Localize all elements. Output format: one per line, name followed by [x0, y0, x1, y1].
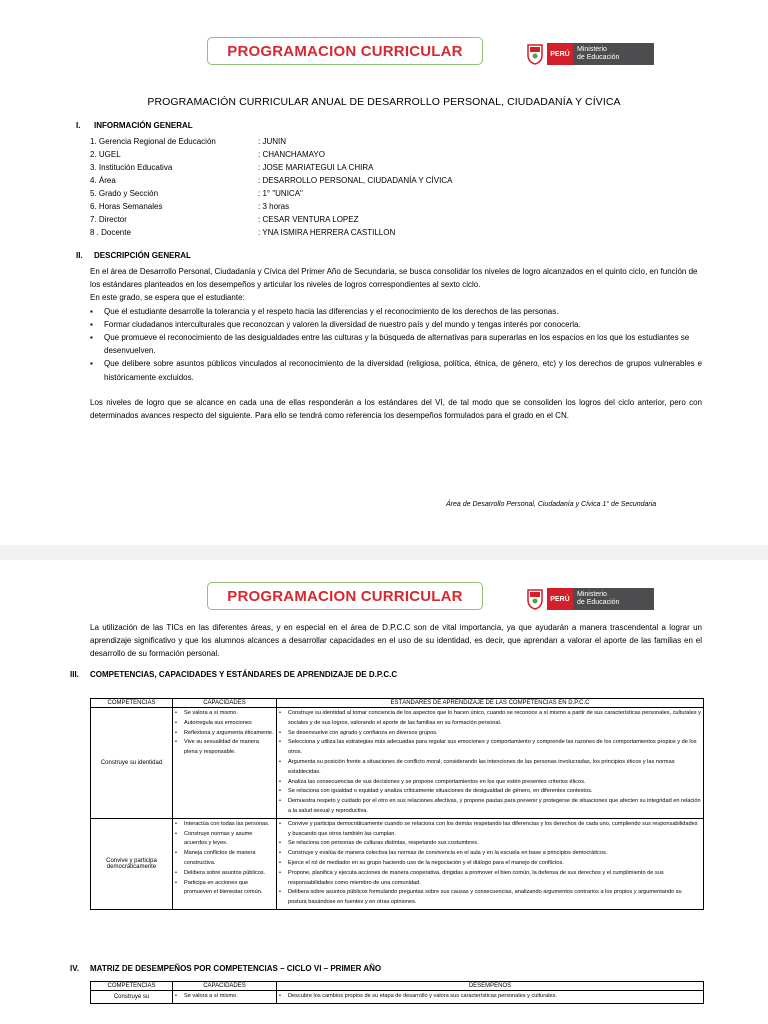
list-item: ▪ Que delibere sobre asuntos públicos vinculados al reconocimiento de la diversidad (religiosa, política, étnica, de género, etc) y los derechos de grupos vulnerables e históricamente excluidos. [90, 359, 702, 382]
logo-peru-label: PERÚ [547, 588, 573, 610]
table-header-row [91, 699, 704, 708]
table-row [91, 818, 704, 909]
table-header: CAPACIDADES [173, 982, 277, 991]
info-row: 3. Institución Educativa : JOSE MARIATEGUI LA CHIRA [90, 163, 374, 172]
list-item: ▪ Que el estudiante desarrolle la tolerancia y el respeto hacia las diferencias y el reconocimiento de los derechos de las personas. [90, 306, 559, 316]
competencies-table [90, 698, 704, 910]
table-header-row [91, 982, 704, 991]
page-footer: Área de Desarrollo Personal, Ciudadanía y Cívica 1° de Secundaria [446, 501, 657, 508]
logo-peru-label: PERÚ [547, 43, 573, 65]
logo-ministry-label: Ministerio de Educación [573, 588, 654, 610]
table-header: DESEMPEÑOS [277, 982, 704, 991]
description-paragraph: Los niveles de logro que se alcance en cada una de ellas responderán a los estándares del VI, de tal modo que se consoliden los logros del ciclo anterior, pero con determinados avances respecto del siguiente. Para ello se tendrá como referencia los desempeños formulados para el grado en el CN. [90, 397, 702, 421]
general-info-list [90, 135, 452, 239]
competency-cell: Convive y participa democráticamente [91, 818, 173, 909]
competency-cell: Construye su identidad [91, 708, 173, 819]
page-separator [0, 545, 768, 560]
description-paragraph: En el área de Desarrollo Personal, Ciudadanía y Cívica del Primer Año de Secundaria, se busca consolidar los niveles de logro alcanzados en el quinto ciclo, en función de los estándares planteados en los desempeños y articular los niveles de logros correspondientes al sexto ciclo. [90, 267, 698, 290]
table-header: COMPETENCIAS [91, 699, 173, 708]
description-paragraph: En este grado, se espera que el estudiante: [90, 293, 245, 303]
table-row [91, 708, 704, 819]
table-header: COMPETENCIAS [91, 982, 173, 991]
header-banner: PROGRAMACION CURRICULAR [207, 582, 483, 610]
table-header: CAPACIDADES [173, 699, 277, 708]
info-row: 5. Grado y Sección : 1° "UNICA" [90, 189, 303, 198]
ministry-logo [526, 41, 654, 67]
header-banner: PROGRAMACION CURRICULAR [207, 37, 483, 65]
info-row: 4. Área : DESARROLLO PERSONAL, CIUDADANÍA Y CÍVICA [90, 176, 453, 185]
peru-seal-icon [526, 43, 544, 65]
peru-seal-icon [526, 588, 544, 610]
table-header: ESTÁNDARES DE APRENDIZAJE DE LAS COMPETENCIAS EN D.P.C.C [277, 699, 704, 708]
standards-cell: • Convive y participa democráticamente cuando se relaciona con los demás respetando las diferencias y los derechos de cada uno, cumpliendo sus responsabilidades y buscando que otros también las cumplan. • Se relaciona con personas de culturas distintas, respetando sus costumbres. • Construye y evalúa de manera colectiva las normas de convivencia en el aula y en la escuela en base a principios democráticos. • Ejerce el rol de mediador en su grupo haciendo uso de la negociación y el diálogo para el manejo de conflictos. • Propone, planifica y ejecuta acciones de manera cooperativa, dirigidas a promover el bien común, la defensa de sus derechos y el cumplimiento de sus responsabilidades como miembro de una comunidad. • Delibera sobre asuntos públicos formulando preguntas sobre sus causas y consecuencias, analizando argumentos contrarios a los propios y argumentando su postura basándose en fuentes y en otras opiniones. [277, 818, 704, 909]
logo-ministry-label: Ministerio de Educación [573, 43, 654, 65]
general-description [90, 265, 702, 422]
capacities-cell: • Se valora a sí mismo. [173, 991, 277, 1004]
section-2-heading: II. DESCRIPCIÓN GENERAL [76, 251, 191, 260]
info-row: 6. Horas Semanales : 3 horas [90, 202, 290, 211]
performance-cell: • Descubre los cambios propios de su etapa de desarrollo y valora sus características personales y culturales. [277, 991, 704, 1004]
capacities-cell: • Se valora a sí mismo. • Autorregula sus emociones • Reflexiona y argumenta éticamente. • Vive su sexualidad de manera plena y responsable. [173, 708, 277, 819]
section-4-heading: IV. MATRIZ DE DESEMPEÑOS POR COMPETENCIAS – CICLO VI – PRIMER AÑO [70, 964, 382, 973]
list-item: ▪ Que promueve el reconocimiento de las desigualdades entre las culturas y la búsqueda de alternativas para superarlas en los espacios en los que los estudiantes se desenvuelven. [90, 333, 690, 356]
section-1-heading: I. INFORMACIÓN GENERAL [76, 121, 193, 130]
performance-matrix-table [90, 981, 704, 1004]
ministry-logo [526, 586, 654, 612]
standards-cell: • Construye su identidad al tomar conciencia de los aspectos que lo hacen único, cuando se reconoce a sí mismo a partir de sus características personales, culturales y sociales y de sus logros, valorando el aporte de las familias en su formación personal. • Se desenvuelve con agrado y confianza en diversos grupos. • Selecciona y utiliza las estrategias más adecuadas para regular sus emociones y comportamiento y comprende las razones de los comportamientos propios y de los otros. • Argumenta su posición frente a situaciones de conflicto moral, considerando las intenciones de las personas involucradas, los principios éticos y las normas establecidas. • Analiza las consecuencias de sus decisiones y se propone comportamientos en los que estén presentes criterios éticos. • Se relaciona con igualdad o equidad y analiza críticamente situaciones de desigualdad de género, en diferentes contextos. • Demuestra respeto y cuidado por el otro en sus relaciones afectivas, y propone pautas para prevenir y protegerse de situaciones que afecten su integridad en relación a la salud sexual y reproductiva. [277, 708, 704, 819]
info-row: 8 . Docente : YNA ISMIRA HERRERA CASTILLON [90, 228, 396, 237]
document-title: PROGRAMACIÓN CURRICULAR ANUAL DE DESARROLLO PERSONAL, CIUDADANÍA Y CÍVICA [147, 96, 621, 108]
info-row: 2. UGEL : CHANCHAMAYO [90, 150, 325, 159]
section-3-heading: III. COMPETENCIAS, CAPACIDADES Y ESTÁNDARES DE APRENDIZAJE DE D.P.C.C [70, 670, 398, 679]
info-row: 7. Director : CESAR VENTURA LOPEZ [90, 215, 359, 224]
capacities-cell: • Interactúa con todas las personas. • Construye normas y asume acuerdos y leyes. • Maneja conflictos de manera constructiva. • Delibera sobre asuntos públicos. • Participa en acciones que promueven el bienestar común. [173, 818, 277, 909]
tics-paragraph: La utilización de las TICs en las diferentes áreas, y en especial en el área de D.P.C.C son de vital importancia, ya que ayudarán a manera trascendental a lograr un aprendizaje significativo y que los alumnos alcances a desarrollar capacidades en el uso de su identidad, es decir, que aprendan a valorar el aporte de las familias en el desarrollo de su formación personal. [90, 623, 702, 659]
list-item: ▪ Formar ciudadanos interculturales que reconozcan y valoren la diversidad de nuestro país y del mundo y tengas interés por conocerla. [90, 319, 581, 329]
info-row: 1. Gerencia Regional de Educación : JUNIN [90, 137, 286, 146]
table-row [91, 991, 704, 1004]
competency-cell: Construye su [91, 991, 173, 1004]
